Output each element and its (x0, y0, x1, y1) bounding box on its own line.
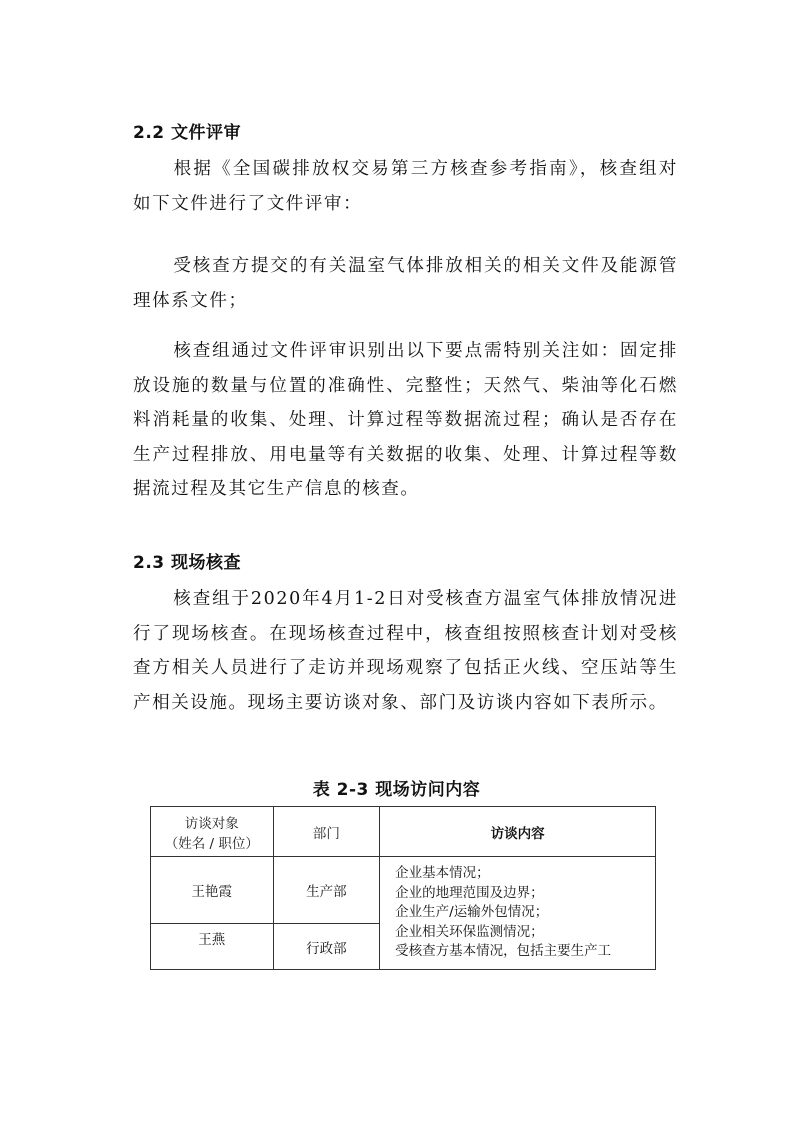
cell-department: 行政部 (273, 924, 380, 970)
content-line: 企业相关环保监测情况； (395, 923, 544, 940)
content-line: 企业的地理范围及边界； (395, 884, 544, 901)
cell-interview-content (380, 857, 656, 970)
paragraph-text: 根据《全国碳排放权交易第三方核查参考指南》，核查组对如下文件进行了文件评审： (133, 159, 678, 214)
cell-name: 王艳霞 (151, 857, 274, 924)
paragraph-text: 受核查方提交的有关温室气体排放相关的相关文件及能源管理体系文件； (133, 256, 678, 311)
paragraph-document-review-intro (133, 152, 678, 221)
header-interviewee-line2: （姓名 / 职位） (164, 835, 259, 852)
table-row (151, 857, 656, 924)
header-content: 访谈内容 (380, 807, 656, 857)
content-line: 受核查方基本情况，包括主要生产工 (395, 943, 612, 960)
cell-name: 王燕 (151, 924, 274, 970)
table-header-row (151, 807, 656, 857)
paragraph-onsite-verification (133, 582, 678, 720)
header-interviewee (151, 807, 274, 857)
content-line: 企业生产/运输外包情况； (395, 904, 549, 921)
cell-department: 生产部 (273, 857, 380, 924)
section-heading-2-3: 2.3 现场核查 (133, 553, 242, 573)
table-caption: 表 2-3 现场访问内容 (312, 780, 481, 800)
content-line: 企业基本情况； (395, 865, 490, 882)
section-heading-2-2: 2.2 文件评审 (133, 123, 242, 143)
paragraph-key-focus-points (133, 334, 678, 507)
paragraph-text: 核查组通过文件评审识别出以下要点需特别关注如：固定排放设施的数量与位置的准确性、完整性；天然气、柴油等化石燃料消耗量的收集、处理、计算过程等数据流过程；确认是否存在生产过程排放、用电量等有关数据的收集、处理、计算过程等数据流过程及其它生产信息的核查。 (133, 341, 678, 499)
paragraph-submitted-documents (133, 249, 678, 318)
header-department: 部门 (273, 807, 380, 857)
interview-table (150, 806, 656, 970)
header-interviewee-line1: 访谈对象 (184, 815, 239, 832)
paragraph-text: 核查组于2020年4月1-2日对受核查方温室气体排放情况进行了现场核查。在现场核查过程中，核查组按照核查计划对受核查方相关人员进行了走访并现场观察了包括正火线、空压站等生产相关设施。现场主要访谈对象、部门及访谈内容如下表所示。 (133, 589, 678, 713)
